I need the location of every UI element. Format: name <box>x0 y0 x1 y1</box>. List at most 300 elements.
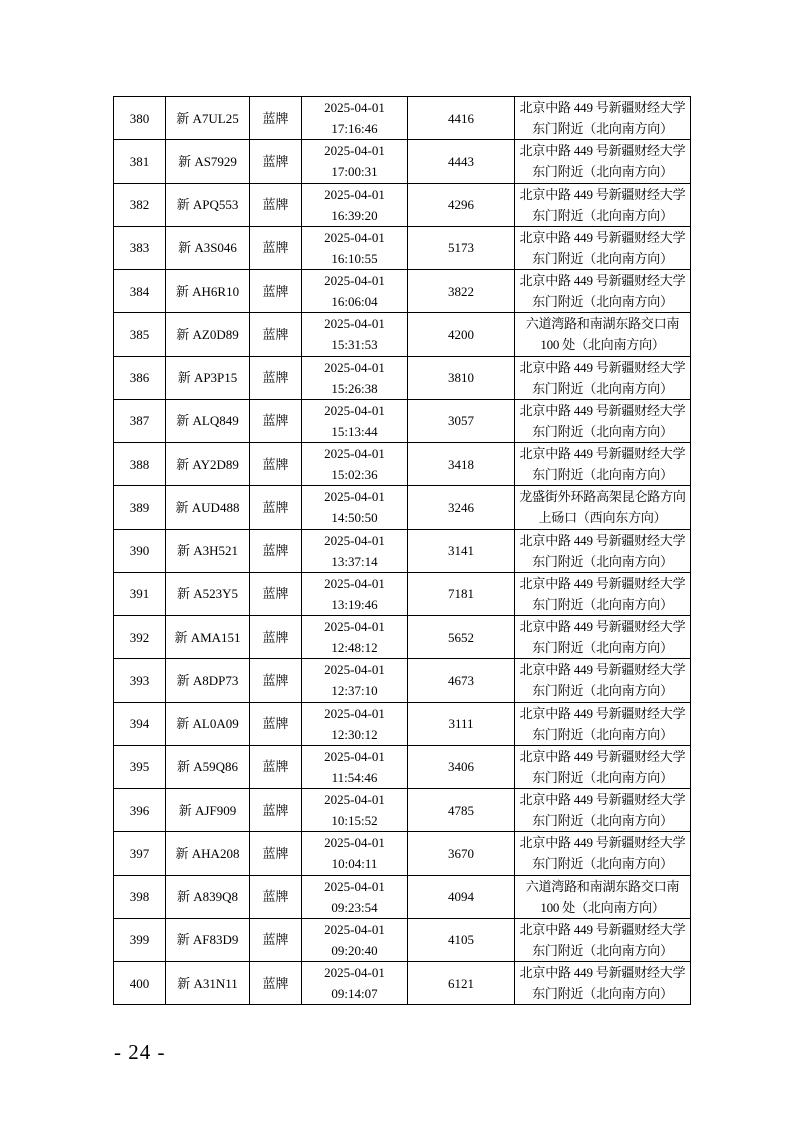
table-row <box>114 962 691 1005</box>
count-cell <box>408 918 515 961</box>
row-number-cell <box>114 486 166 529</box>
plate-color: 蓝牌 <box>262 889 289 905</box>
row-number: 391 <box>129 586 150 602</box>
plate-cell <box>166 356 250 399</box>
location-cell <box>515 918 691 961</box>
plate-number: 新 AF83D9 <box>176 932 239 948</box>
location-line-2: 东门附近（北向南方向） <box>532 380 673 396</box>
row-number: 387 <box>129 413 150 429</box>
row-number: 385 <box>129 326 150 342</box>
record-time: 11:54:46 <box>331 769 378 785</box>
record-date: 2025-04-01 <box>324 316 385 332</box>
plate-color-cell <box>250 918 302 961</box>
plate-color: 蓝牌 <box>262 240 289 256</box>
count-cell <box>408 97 515 140</box>
location-line-1: 北京中路 449 号新疆财经大学 <box>519 532 686 548</box>
datetime-cell <box>302 962 408 1005</box>
record-time: 09:23:54 <box>331 899 378 915</box>
plate-color-cell <box>250 529 302 572</box>
plate-color-cell <box>250 616 302 659</box>
count-cell <box>408 270 515 313</box>
location-line-2: 东门附近（北向南方向） <box>532 423 673 439</box>
location-line-1: 北京中路 449 号新疆财经大学 <box>519 965 686 981</box>
location-line-1: 北京中路 449 号新疆财经大学 <box>519 186 686 202</box>
plate-number: 新 AL0A09 <box>176 716 239 732</box>
datetime-cell <box>302 183 408 226</box>
row-number: 392 <box>129 629 150 645</box>
datetime-cell <box>302 97 408 140</box>
table-row <box>114 183 691 226</box>
plate-cell <box>166 183 250 226</box>
plate-color-cell <box>250 226 302 269</box>
table-row <box>114 140 691 183</box>
table-row <box>114 313 691 356</box>
plate-number: 新 ALQ849 <box>176 413 239 429</box>
plate-color: 蓝牌 <box>262 456 289 472</box>
location-cell <box>515 572 691 615</box>
record-time: 09:20:40 <box>331 942 378 958</box>
location-cell <box>515 486 691 529</box>
record-time: 16:06:04 <box>331 294 378 310</box>
row-number-cell <box>114 97 166 140</box>
plate-color: 蓝牌 <box>262 759 289 775</box>
location-line-1: 北京中路 449 号新疆财经大学 <box>519 748 686 764</box>
row-number-cell <box>114 745 166 788</box>
plate-cell <box>166 529 250 572</box>
row-number: 400 <box>129 975 150 991</box>
plate-cell <box>166 702 250 745</box>
row-number: 397 <box>129 845 150 861</box>
record-count: 7181 <box>448 586 474 602</box>
location-cell <box>515 443 691 486</box>
location-line-2: 东门附近（北向南方向） <box>532 986 673 1002</box>
row-number-cell <box>114 399 166 442</box>
record-time: 12:30:12 <box>331 726 378 742</box>
plate-color-cell <box>250 702 302 745</box>
row-number-cell <box>114 313 166 356</box>
location-cell <box>515 97 691 140</box>
record-date: 2025-04-01 <box>324 229 385 245</box>
plate-color: 蓝牌 <box>262 153 289 169</box>
plate-cell <box>166 918 250 961</box>
plate-color-cell <box>250 399 302 442</box>
location-line-1: 北京中路 449 号新疆财经大学 <box>519 792 686 808</box>
count-cell <box>408 356 515 399</box>
datetime-cell <box>302 572 408 615</box>
row-number: 393 <box>129 672 150 688</box>
record-count: 4443 <box>448 153 474 169</box>
location-line-2: 东门附近（北向南方向） <box>532 942 673 958</box>
plate-color: 蓝牌 <box>262 802 289 818</box>
row-number-cell <box>114 918 166 961</box>
count-cell <box>408 875 515 918</box>
plate-cell <box>166 572 250 615</box>
record-time: 15:13:44 <box>331 423 378 439</box>
location-line-1: 北京中路 449 号新疆财经大学 <box>519 835 686 851</box>
table-row <box>114 659 691 702</box>
row-number-cell <box>114 356 166 399</box>
row-number: 382 <box>129 197 150 213</box>
record-count: 3246 <box>448 499 474 515</box>
table-row <box>114 356 691 399</box>
plate-color-cell <box>250 486 302 529</box>
count-cell <box>408 486 515 529</box>
records-table <box>113 96 691 1005</box>
count-cell <box>408 659 515 702</box>
plate-color-cell <box>250 356 302 399</box>
row-number-cell <box>114 702 166 745</box>
location-cell <box>515 745 691 788</box>
table-row <box>114 443 691 486</box>
plate-color: 蓝牌 <box>262 586 289 602</box>
row-number: 388 <box>129 456 150 472</box>
record-date: 2025-04-01 <box>324 359 385 375</box>
plate-number: 新 AP3P15 <box>177 370 238 386</box>
table-row <box>114 399 691 442</box>
plate-cell <box>166 313 250 356</box>
row-number-cell <box>114 789 166 832</box>
record-date: 2025-04-01 <box>324 532 385 548</box>
plate-color-cell <box>250 875 302 918</box>
record-time: 15:31:53 <box>331 337 378 353</box>
plate-number: 新 A8DP73 <box>176 672 239 688</box>
plate-cell <box>166 226 250 269</box>
record-time: 09:14:07 <box>331 986 378 1002</box>
plate-number: 新 AHA208 <box>175 845 240 861</box>
location-line-1: 北京中路 449 号新疆财经大学 <box>519 619 686 635</box>
row-number: 381 <box>129 153 150 169</box>
table-row <box>114 745 691 788</box>
plate-color: 蓝牌 <box>262 499 289 515</box>
location-cell <box>515 313 691 356</box>
row-number-cell <box>114 659 166 702</box>
location-cell <box>515 270 691 313</box>
record-count: 6121 <box>448 975 474 991</box>
location-line-2: 东门附近（北向南方向） <box>532 207 673 223</box>
record-count: 3418 <box>448 456 474 472</box>
location-line-1: 北京中路 449 号新疆财经大学 <box>519 662 686 678</box>
row-number: 398 <box>129 889 150 905</box>
record-count: 3111 <box>448 716 474 732</box>
row-number-cell <box>114 962 166 1005</box>
count-cell <box>408 789 515 832</box>
count-cell <box>408 962 515 1005</box>
plate-color: 蓝牌 <box>262 197 289 213</box>
datetime-cell <box>302 918 408 961</box>
plate-cell <box>166 789 250 832</box>
plate-cell <box>166 140 250 183</box>
record-count: 4200 <box>448 326 474 342</box>
plate-number: 新 APQ553 <box>176 197 239 213</box>
location-line-1: 北京中路 449 号新疆财经大学 <box>519 921 686 937</box>
plate-cell <box>166 962 250 1005</box>
row-number-cell <box>114 832 166 875</box>
record-count: 3670 <box>448 845 474 861</box>
plate-number: 新 A3H521 <box>176 543 239 559</box>
datetime-cell <box>302 745 408 788</box>
datetime-cell <box>302 789 408 832</box>
location-line-2: 东门附近（北向南方向） <box>532 121 673 137</box>
table-row <box>114 789 691 832</box>
record-time: 17:16:46 <box>331 121 378 137</box>
table-row <box>114 486 691 529</box>
location-line-2: 东门附近（北向南方向） <box>532 164 673 180</box>
location-cell <box>515 226 691 269</box>
record-date: 2025-04-01 <box>324 662 385 678</box>
location-line-1: 龙盛街外环路高架昆仑路方向 <box>519 489 686 505</box>
record-time: 13:37:14 <box>331 553 378 569</box>
location-line-2: 东门附近（北向南方向） <box>532 726 673 742</box>
count-cell <box>408 745 515 788</box>
location-line-1: 北京中路 449 号新疆财经大学 <box>519 575 686 591</box>
location-line-2: 100 处（北向南方向） <box>540 899 665 915</box>
table-row <box>114 270 691 313</box>
count-cell <box>408 183 515 226</box>
plate-number: 新 AY2D89 <box>176 456 239 472</box>
plate-color-cell <box>250 789 302 832</box>
record-date: 2025-04-01 <box>324 921 385 937</box>
count-cell <box>408 313 515 356</box>
plate-color: 蓝牌 <box>262 413 289 429</box>
count-cell <box>408 572 515 615</box>
location-line-2: 东门附近（北向南方向） <box>532 640 673 656</box>
row-number: 384 <box>129 283 150 299</box>
count-cell <box>408 443 515 486</box>
location-cell <box>515 962 691 1005</box>
plate-number: 新 A3S046 <box>178 240 237 256</box>
record-date: 2025-04-01 <box>324 748 385 764</box>
row-number: 395 <box>129 759 150 775</box>
plate-color: 蓝牌 <box>262 283 289 299</box>
row-number: 383 <box>129 240 150 256</box>
row-number: 389 <box>129 499 150 515</box>
record-date: 2025-04-01 <box>324 575 385 591</box>
plate-color-cell <box>250 313 302 356</box>
location-cell <box>515 616 691 659</box>
plate-color: 蓝牌 <box>262 110 289 126</box>
datetime-cell <box>302 313 408 356</box>
record-count: 5173 <box>448 240 474 256</box>
table-row <box>114 529 691 572</box>
datetime-cell <box>302 832 408 875</box>
plate-color-cell <box>250 745 302 788</box>
plate-color: 蓝牌 <box>262 672 289 688</box>
record-count: 3810 <box>448 370 474 386</box>
location-line-1: 北京中路 449 号新疆财经大学 <box>519 705 686 721</box>
location-line-1: 北京中路 449 号新疆财经大学 <box>519 100 686 116</box>
plate-cell <box>166 659 250 702</box>
row-number-cell <box>114 183 166 226</box>
row-number: 386 <box>129 370 150 386</box>
location-line-2: 东门附近（北向南方向） <box>532 856 673 872</box>
record-date: 2025-04-01 <box>324 446 385 462</box>
table-row <box>114 832 691 875</box>
location-cell <box>515 183 691 226</box>
plate-cell <box>166 97 250 140</box>
record-date: 2025-04-01 <box>324 619 385 635</box>
plate-cell <box>166 486 250 529</box>
datetime-cell <box>302 443 408 486</box>
row-number: 399 <box>129 932 150 948</box>
count-cell <box>408 529 515 572</box>
location-line-2: 东门附近（北向南方向） <box>532 250 673 266</box>
record-date: 2025-04-01 <box>324 835 385 851</box>
location-line-2: 东门附近（北向南方向） <box>532 294 673 310</box>
datetime-cell <box>302 140 408 183</box>
location-cell <box>515 702 691 745</box>
location-cell <box>515 399 691 442</box>
location-line-2: 东门附近（北向南方向） <box>532 553 673 569</box>
datetime-cell <box>302 226 408 269</box>
datetime-cell <box>302 529 408 572</box>
plate-color-cell <box>250 183 302 226</box>
table-row <box>114 918 691 961</box>
record-count: 5652 <box>448 629 474 645</box>
plate-cell <box>166 443 250 486</box>
record-count: 4105 <box>448 932 474 948</box>
location-line-1: 北京中路 449 号新疆财经大学 <box>519 273 686 289</box>
count-cell <box>408 702 515 745</box>
record-count: 3141 <box>448 543 474 559</box>
location-line-1: 北京中路 449 号新疆财经大学 <box>519 143 686 159</box>
datetime-cell <box>302 356 408 399</box>
plate-number: 新 AH6R10 <box>175 283 240 299</box>
plate-color: 蓝牌 <box>262 326 289 342</box>
datetime-cell <box>302 399 408 442</box>
plate-cell <box>166 875 250 918</box>
plate-color-cell <box>250 97 302 140</box>
location-cell <box>515 875 691 918</box>
plate-number: 新 A839Q8 <box>176 889 239 905</box>
record-date: 2025-04-01 <box>324 489 385 505</box>
plate-cell <box>166 832 250 875</box>
count-cell <box>408 832 515 875</box>
plate-color: 蓝牌 <box>262 629 289 645</box>
location-line-1: 北京中路 449 号新疆财经大学 <box>519 402 686 418</box>
row-number: 396 <box>129 802 150 818</box>
location-line-1: 北京中路 449 号新疆财经大学 <box>519 446 686 462</box>
datetime-cell <box>302 270 408 313</box>
record-time: 17:00:31 <box>331 164 378 180</box>
count-cell <box>408 140 515 183</box>
row-number-cell <box>114 270 166 313</box>
record-date: 2025-04-01 <box>324 965 385 981</box>
location-line-2: 东门附近（北向南方向） <box>532 596 673 612</box>
record-count: 4673 <box>448 672 474 688</box>
plate-color-cell <box>250 443 302 486</box>
location-line-1: 北京中路 449 号新疆财经大学 <box>519 229 686 245</box>
row-number: 394 <box>129 716 150 732</box>
row-number: 380 <box>129 110 150 126</box>
record-count: 4416 <box>448 110 474 126</box>
location-line-2: 东门附近（北向南方向） <box>532 467 673 483</box>
record-count: 4785 <box>448 802 474 818</box>
record-count: 4296 <box>448 197 474 213</box>
table-row <box>114 226 691 269</box>
location-line-2: 上砀口（西向东方向） <box>538 510 667 526</box>
plate-number: 新 A31N11 <box>177 975 238 991</box>
plate-number: 新 A523Y5 <box>176 586 239 602</box>
record-date: 2025-04-01 <box>324 705 385 721</box>
location-line-2: 东门附近（北向南方向） <box>532 683 673 699</box>
row-number-cell <box>114 616 166 659</box>
record-date: 2025-04-01 <box>324 878 385 894</box>
record-date: 2025-04-01 <box>324 402 385 418</box>
row-number-cell <box>114 875 166 918</box>
record-date: 2025-04-01 <box>324 273 385 289</box>
plate-cell <box>166 270 250 313</box>
table-row <box>114 97 691 140</box>
location-line-1: 六道湾路和南湖东路交口南 <box>525 878 680 894</box>
row-number-cell <box>114 140 166 183</box>
plate-color-cell <box>250 140 302 183</box>
plate-number: 新 AUD488 <box>175 499 240 515</box>
table-row <box>114 572 691 615</box>
plate-color-cell <box>250 962 302 1005</box>
page-number: - 24 - <box>114 1040 166 1064</box>
plate-color: 蓝牌 <box>262 932 289 948</box>
record-time: 16:10:55 <box>331 250 378 266</box>
datetime-cell <box>302 875 408 918</box>
location-line-2: 100 处（北向南方向） <box>540 337 665 353</box>
record-time: 12:48:12 <box>331 640 378 656</box>
location-line-1: 北京中路 449 号新疆财经大学 <box>519 359 686 375</box>
record-time: 14:50:50 <box>331 510 378 526</box>
record-count: 4094 <box>448 889 474 905</box>
plate-color-cell <box>250 270 302 313</box>
plate-number: 新 AJF909 <box>178 802 237 818</box>
plate-color: 蓝牌 <box>262 543 289 559</box>
plate-color: 蓝牌 <box>262 845 289 861</box>
record-date: 2025-04-01 <box>324 143 385 159</box>
record-count: 3406 <box>448 759 474 775</box>
record-time: 10:15:52 <box>331 813 378 829</box>
plate-color-cell <box>250 659 302 702</box>
record-time: 13:19:46 <box>331 596 378 612</box>
location-cell <box>515 529 691 572</box>
plate-number: 新 A59Q86 <box>176 759 239 775</box>
record-time: 10:04:11 <box>331 856 378 872</box>
location-cell <box>515 789 691 832</box>
row-number-cell <box>114 529 166 572</box>
datetime-cell <box>302 616 408 659</box>
datetime-cell <box>302 702 408 745</box>
record-time: 12:37:10 <box>331 683 378 699</box>
records-table-body <box>114 97 691 1005</box>
datetime-cell <box>302 659 408 702</box>
location-cell <box>515 356 691 399</box>
location-line-2: 东门附近（北向南方向） <box>532 813 673 829</box>
plate-color-cell <box>250 572 302 615</box>
record-date: 2025-04-01 <box>324 100 385 116</box>
location-cell <box>515 140 691 183</box>
row-number-cell <box>114 443 166 486</box>
datetime-cell <box>302 486 408 529</box>
plate-cell <box>166 745 250 788</box>
row-number-cell <box>114 572 166 615</box>
plate-cell <box>166 399 250 442</box>
record-count: 3822 <box>448 283 474 299</box>
plate-number: 新 AZ0D89 <box>176 326 239 342</box>
record-time: 15:02:36 <box>331 467 378 483</box>
plate-color-cell <box>250 832 302 875</box>
record-date: 2025-04-01 <box>324 792 385 808</box>
record-date: 2025-04-01 <box>324 186 385 202</box>
row-number: 390 <box>129 543 150 559</box>
plate-color: 蓝牌 <box>262 370 289 386</box>
location-line-1: 六道湾路和南湖东路交口南 <box>525 316 680 332</box>
plate-cell <box>166 616 250 659</box>
